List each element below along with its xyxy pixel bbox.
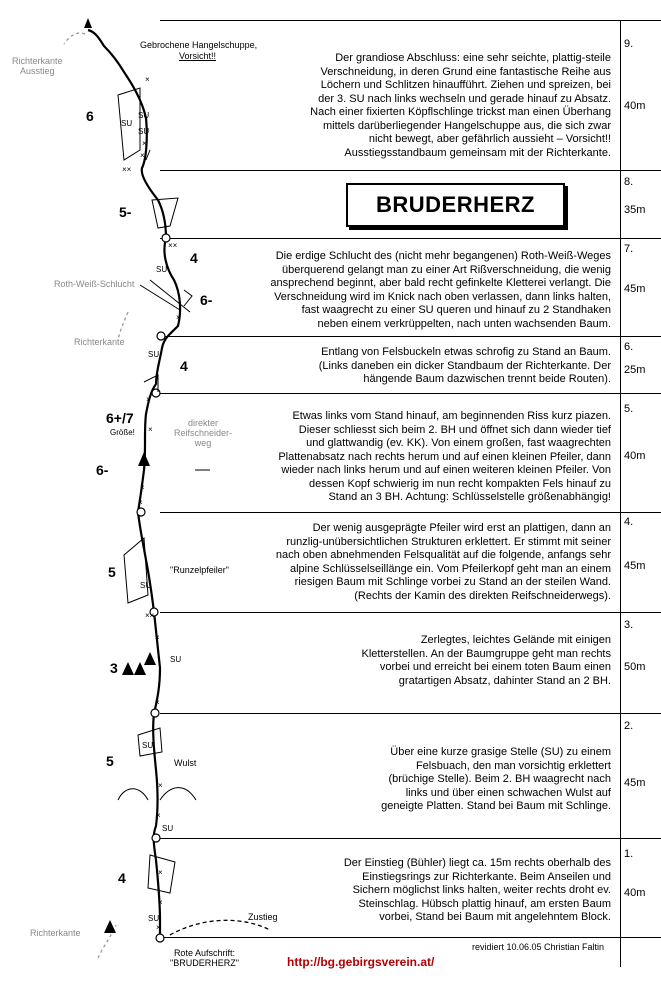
pitch-length: 35m [624, 204, 646, 216]
svg-text:××: ×× [122, 165, 132, 174]
svg-text:SU: SU [142, 741, 154, 750]
svg-text:SU: SU [138, 127, 150, 136]
revision-note: revidiert 10.06.05 Christian Faltin [472, 942, 605, 952]
pitch-number: 5. [624, 403, 634, 415]
pitch-length: 40m [624, 100, 646, 112]
pitch-length: 25m [624, 364, 646, 376]
pitch-description: Der wenig ausgeprägte Pfeiler wird erst an plattigen, dann an runzlig-unübersichtlichen Strukturen erklettert. Er stimmt mit seiner nach oben abnehmenden Felsqualität auf die folgende, anfangs sehr alpine Schlüsselseillänge ein. Vom Pfeilerkopf geht man an einem riesigen Baum mit Schlinge vorbei zu Stand an der steilen Wand. (Rechts der Kamin des direkten Reifschneiderwegs). [275, 522, 611, 602]
pitch-length: 45m [624, 777, 646, 789]
route-line [88, 30, 180, 938]
vorsicht-label: Vorsicht!! [179, 51, 217, 61]
grade-label: 4 [190, 250, 198, 266]
grade-label: 6+/7 [106, 410, 134, 426]
svg-text:×: × [140, 151, 145, 160]
pitch-description: Der grandiose Abschluss: eine sehr seichte, plattig-steile Verschneidung, in deren Grund eine fantastische Reihe aus Löchern und Schlitzen hinaufführt. Ziehen und spreizen, bei der 3. SU nach links wechseln und gerade hinauf zu Absatz. Nach einer fixierten Köpflschlinge trickst man einen Überhang mittels darüberliegender Hangelschuppe aus, die sich zwar nicht bewegt, aber gefährlich aussieht – Vorsicht!! Ausstiegsstandbaum gemeinsam mit der Richterkante. [310, 52, 611, 159]
pitch-number: 8. [624, 176, 634, 188]
svg-text:×: × [138, 498, 143, 507]
svg-text:SU: SU [156, 265, 168, 274]
svg-text:××: ×× [168, 241, 178, 250]
pitch-length: 40m [624, 887, 646, 899]
direkter-reifschneider-label: direkter Reifschneider- weg [174, 418, 233, 448]
rote-aufschrift-label: Rote Aufschrift: "BRUDERHERZ" [170, 948, 239, 968]
grade-label: 6- [96, 462, 109, 478]
pitch-description: Die erdige Schlucht des (nicht mehr begangenen) Roth-Weiß-Weges überquerend gelangt man zu einer Art Rißverschneidung, die wenig ansprechend beginnt, aber bald recht gefinkelte Kletterei verlangt. Die Verschneidung wird im Knick nach oben verlassen, dann links halten, fast waagrecht zu einer SU queren und hinauf zu 2 Standhaken neben einem verkrüppelten, nach unten wachsenden Baum. [270, 250, 611, 330]
su-marks [121, 111, 181, 923]
grade-label: 4 [180, 358, 188, 374]
runzelpfeiler-label: "Runzelpfeiler" [170, 565, 229, 575]
svg-text:×: × [156, 923, 161, 932]
pitch-number: 4. [624, 516, 634, 528]
svg-text:×: × [142, 139, 147, 148]
grade-label: 4 [118, 870, 126, 886]
svg-text:×: × [158, 781, 163, 790]
richterkante-bottom-label: Richterkante [30, 928, 81, 938]
pitch-length: 50m [624, 661, 646, 673]
grade-label: 5 [108, 564, 116, 580]
grade-label: 5- [119, 204, 132, 220]
svg-text:SU: SU [121, 119, 133, 128]
svg-text:×: × [146, 395, 151, 404]
svg-text:SU: SU [162, 824, 174, 833]
richterkante-ausstieg-label: Richterkante Ausstieg [12, 56, 63, 76]
hangelschuppe-label: Gebrochene Hangelschuppe, [140, 40, 258, 50]
rock-features [118, 88, 213, 893]
pitch-length: 45m [624, 560, 646, 572]
svg-text:SU: SU [138, 111, 150, 120]
pitch-number: 1. [624, 848, 634, 860]
route-title: BRUDERHERZ [346, 183, 565, 227]
bolt-marks [122, 75, 181, 932]
pitch-number: 3. [624, 619, 634, 631]
pitch-description: Über eine kurze grasige Stelle (SU) zu einem Felsbuach, den man vorsichtig erklettert (brüchige Stelle). Beim 2. BH waagrecht nach links und über einen schwachen Wulst auf geneigte Platten. Stand bei Baum mit Schlinge. [381, 746, 611, 812]
pitch-description: Zerlegtes, leichtes Gelände mit einigen Kletterstellen. An der Baumgruppe geht man rechts vorbei und erreicht bei einem toten Baum einen gratartigen Absatz, dahinter Stand an 2 BH. [361, 634, 611, 687]
svg-text:×: × [148, 425, 153, 434]
wulst-label: Wulst [174, 758, 197, 768]
pitch-description: Etwas links vom Stand hinauf, am beginnenden Riss kurz piazen. Dieser schliesst sich beim 2. BH und öffnet sich dann wieder tief und glattwandig (ev. KK). Von einem großen, fast waagrechten Plattenabsatz nach rechts herum und auf einen kleinen Pfeiler, dann wieder nach links herum und auf einen weiteren kleinen Pfeiler. Von dessen Kopf schwierig im nun recht kompakten Fels hinauf zu Stand an 3 BH. Achtung: Schlüsselstelle größenabhängig! [278, 410, 611, 503]
grade-label: 6- [200, 292, 213, 308]
pitch-number: 7. [624, 243, 634, 255]
svg-text:SU: SU [148, 914, 160, 923]
pitch-length: 40m [624, 450, 646, 462]
svg-text:SU: SU [140, 581, 152, 590]
svg-text:×: × [140, 483, 145, 492]
svg-text:×: × [158, 898, 163, 907]
website-link[interactable]: http://bg.gebirgsverein.at/ [287, 955, 435, 969]
pitch-number: 9. [624, 38, 634, 50]
svg-text:×: × [176, 313, 181, 322]
svg-text:×: × [155, 633, 160, 642]
pitch-description: Der Einstieg (Bühler) liegt ca. 15m rechts oberhalb des Einstiegsrings zur Richterkante. Beim Anseilen und Sichern möglichst links halten, weiter rechts droht ev. Steinschlag. Hübsch plattig hinauf, am ersten Baum vorbei, Stand bei Baum mit angelehntem Block. [343, 857, 611, 923]
roth-weiss-label: Roth-Weiß-Schlucht [54, 279, 135, 289]
grade-label: 6 [86, 108, 94, 124]
zustieg-label: Zustieg [248, 912, 278, 922]
grade-note: Größe! [110, 428, 135, 437]
svg-text:××: ×× [145, 611, 155, 620]
svg-text:×: × [158, 868, 163, 877]
pitch-number: 2. [624, 720, 634, 732]
zustieg-path [170, 920, 270, 935]
svg-text:×: × [145, 75, 150, 84]
richterkante-route [64, 33, 128, 958]
svg-text:×: × [155, 698, 160, 707]
pitch-description: Entlang von Felsbuckeln etwas schrofig zu Stand an Baum. (Links daneben ein dicker Standbaum der Richterkante. Der hängende Baum dazwischen trennt beide Routen). [318, 346, 611, 385]
richterkante-label: Richterkante [74, 337, 125, 347]
pitch-number: 6. [624, 341, 634, 353]
grade-label: 5 [106, 753, 114, 769]
svg-text:SU: SU [148, 350, 160, 359]
svg-text:SU: SU [170, 655, 182, 664]
grade-label: 3 [110, 660, 118, 676]
svg-text:×: × [156, 811, 161, 820]
pitch-length: 45m [624, 283, 646, 295]
